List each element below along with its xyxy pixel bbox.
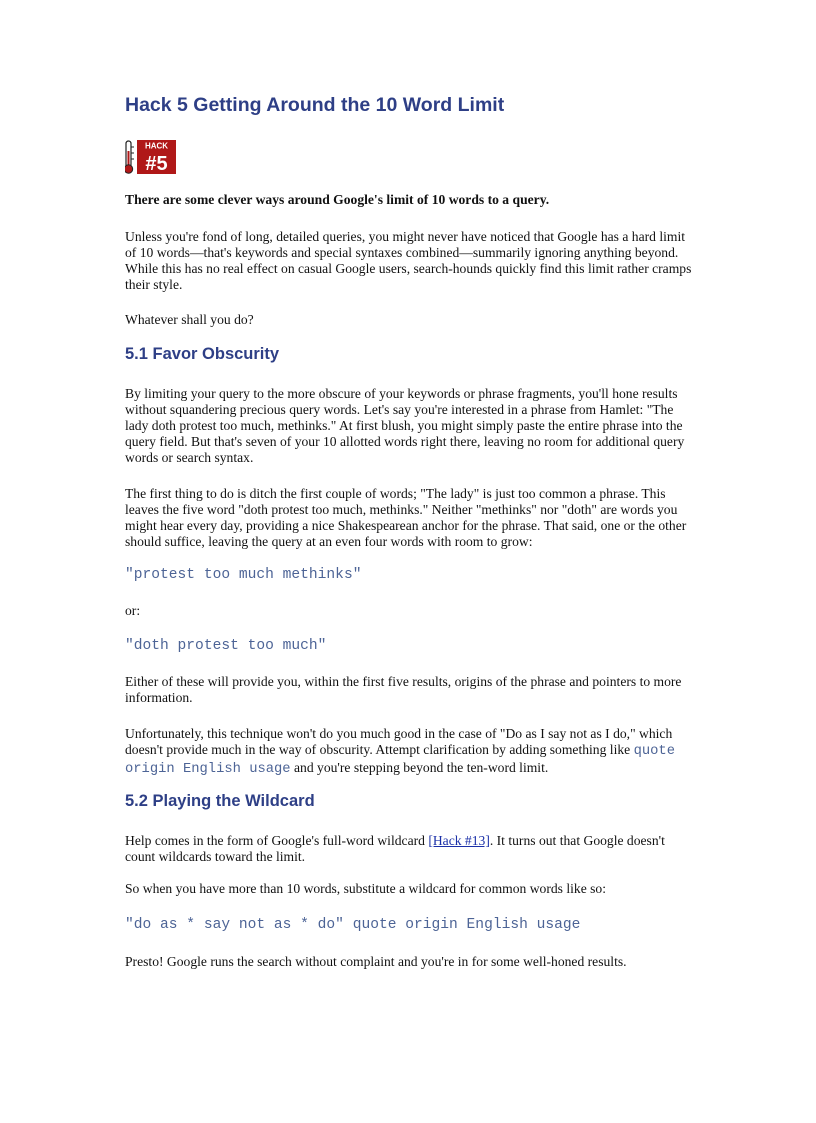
section1-paragraph-3: Either of these will provide you, within the first five results, origins of the phrase and pointers to more information. (125, 674, 682, 705)
badge-top-text: HACK (144, 141, 169, 151)
section2-paragraph-3: Presto! Google runs the search without complaint and you're in for some well-honed results. (125, 954, 627, 969)
hack-13-link[interactable]: [Hack #13] (428, 833, 490, 848)
code-example-2: "doth protest too much" (125, 638, 327, 654)
p4-text-after: and you're stepping beyond the ten-word limit. (290, 760, 549, 775)
section2-paragraph-1 (125, 833, 695, 865)
badge-number: #5 (145, 153, 168, 175)
intro-question: Whatever shall you do? (125, 312, 254, 327)
p1-text-after: . It turns out that Google doesn't count wildcards toward the limit. (125, 833, 665, 864)
section-heading-favor-obscurity: 5.1 Favor Obscurity (125, 345, 280, 363)
or-text: or: (125, 603, 141, 618)
section-heading-playing-wildcard: 5.2 Playing the Wildcard (125, 792, 315, 810)
section1-paragraph-1: By limiting your query to the more obscure of your keywords or phrase fragments, you'll hone results without squandering precious query words. Let's say you're interested in a phrase from Hamlet: "The lady doth protest too much, methinks." At first blush, you might simply paste the entire phrase into the query field. But that's seven of your 10 allotted words right there, leaving no room for additional query words or search syntax. (125, 386, 685, 465)
section2-paragraph-2: So when you have more than 10 words, substitute a wildcard for common words like so: (125, 881, 606, 896)
code-example-wildcard: "do as * say not as * do" quote origin English usage (125, 917, 581, 933)
thermometer-icon (125, 141, 134, 173)
intro-paragraph: Unless you're fond of long, detailed queries, you might never have noticed that Google has a hard limit of 10 words—that's keywords and special syntaxes combined—summarily ignoring anything beyond. While this has no real effect on casual Google users, search-hounds quickly find this limit rather cramps their style. (125, 229, 692, 292)
hack-badge (125, 139, 177, 175)
code-example-1: "protest too much methinks" (125, 567, 362, 583)
p1-text-before: Help comes in the form of Google's full-word wildcard (125, 833, 429, 848)
page-title: Hack 5 Getting Around the 10 Word Limit (125, 94, 505, 116)
section1-paragraph-4 (125, 726, 695, 778)
p4-text-before: Unfortunately, this technique won't do you much good in the case of "Do as I say not as I do," which doesn't provide much in the way of obscurity. Attempt clarification by adding something like (125, 726, 673, 757)
lead-summary: There are some clever ways around Google's limit of 10 words to a query. (125, 192, 550, 207)
inline-code-query: quote origin English usage (125, 744, 675, 777)
section1-paragraph-2: The first thing to do is ditch the first couple of words; "The lady" is just too common a phrase. This leaves the five word "doth protest too much, methinks." Neither "methinks" nor "doth" are words you might hear every day, providing a nice Shakespearean anchor for the phrase. That said, one or the other should suffice, leaving the query at an even four words with room to grow: (125, 486, 687, 549)
